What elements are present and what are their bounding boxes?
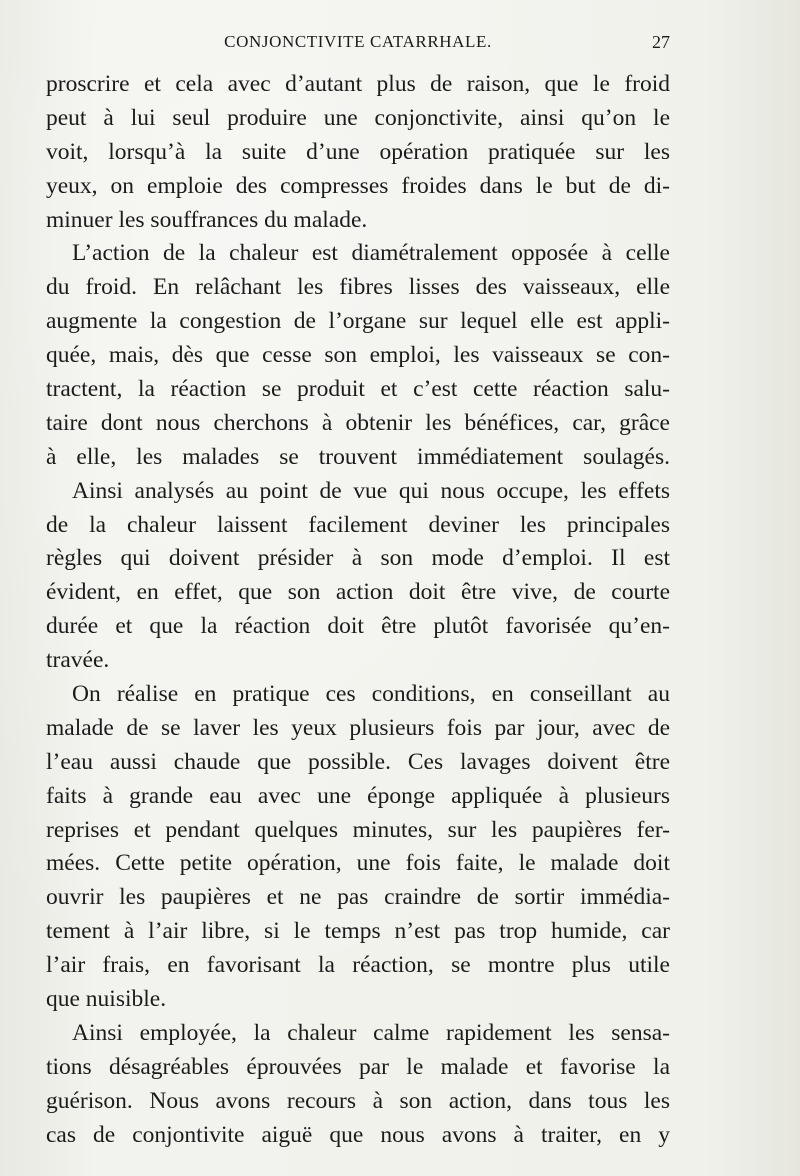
text-line: peut à lui seul produire une conjonctivite, ainsi qu’on le xyxy=(46,104,670,131)
text-line: proscrire et cela avec d’autant plus de raison, que le froid xyxy=(46,71,670,97)
text-line: tions désagréables éprouvées par le malade et favorise la xyxy=(46,1053,670,1080)
text-line: malade de se laver les yeux plusieurs fois par jour, avec de xyxy=(46,714,670,741)
running-title: CONJONCTIVITE CATARRHALE. xyxy=(224,32,492,51)
running-head xyxy=(46,32,670,54)
text-line: durée et que la réaction doit être plutôt favorisée qu’en- xyxy=(46,613,670,640)
text-line: à elle, les malades se trouvent immédiatement soulagés. xyxy=(46,443,670,470)
text-line: Ainsi analysés au point de vue qui nous occupe, les effets xyxy=(72,477,670,504)
text-line: évident, en effet, que son action doit être vive, de courte xyxy=(46,579,670,606)
text-line: règles qui doivent présider à son mode d’emploi. Il est xyxy=(46,545,670,572)
text-line: quée, mais, dès que cesse son emploi, les vaisseaux se con- xyxy=(46,342,670,369)
text-line: guérison. Nous avons recours à son action, dans tous les xyxy=(46,1087,670,1114)
text-line: l’eau aussi chaude que possible. Ces lavages doivent être xyxy=(46,748,670,775)
text-line: tement à l’air libre, si le temps n’est pas trop humide, car xyxy=(46,918,670,945)
text-line: reprises et pendant quelques minutes, sur les paupières fer- xyxy=(46,816,670,843)
text-line: l’air frais, en favorisant la réaction, se montre plus utile xyxy=(46,952,670,979)
text-line: Ainsi employée, la chaleur calme rapidement les sensa- xyxy=(72,1019,670,1046)
text-line: augmente la congestion de l’organe sur lequel elle est appli- xyxy=(46,308,670,335)
text-line: cas de conjontivite aiguë que nous avons à traiter, en y xyxy=(46,1121,670,1148)
text-line: tractent, la réaction se produit et c’est cette réaction salu- xyxy=(46,376,670,403)
text-line: faits à grande eau avec une éponge appliquée à plusieurs xyxy=(46,782,670,809)
text-line: voit, lorsqu’à la suite d’une opération pratiquée sur les xyxy=(46,138,670,165)
text-line: L’action de la chaleur est diamétralement opposée à celle xyxy=(72,240,670,267)
body-text xyxy=(46,68,670,1153)
text-line: que nuisible. xyxy=(46,986,167,1013)
text-line: On réalise en pratique ces conditions, en conseillant au xyxy=(72,681,670,708)
text-line: yeux, on emploie des compresses froides dans le but de di- xyxy=(46,172,670,199)
text-line: du froid. En relâchant les fibres lisses des vaisseaux, elle xyxy=(46,274,670,301)
text-line: travée. xyxy=(46,647,110,674)
page-number: 27 xyxy=(652,32,670,52)
text-line: minuer les souffrances du malade. xyxy=(46,206,368,233)
text-line: taire dont nous cherchons à obtenir les bénéfices, car, grâce xyxy=(46,409,670,436)
text-line: ouvrir les paupières et ne pas craindre de sortir immédia- xyxy=(46,884,670,911)
text-line: mées. Cette petite opération, une fois faite, le malade doit xyxy=(46,850,670,877)
text-line: de la chaleur laissent facilement deviner les principales xyxy=(46,511,670,538)
